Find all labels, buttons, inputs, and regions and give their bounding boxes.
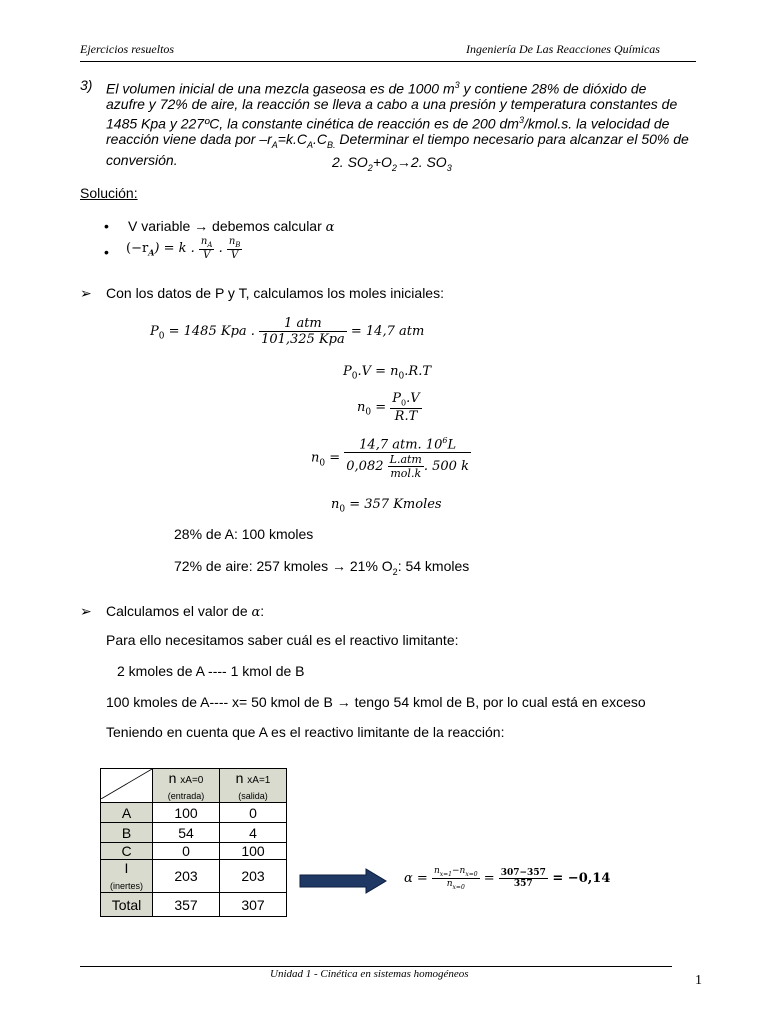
equation-n0-numeric: $n_0$ = 14,7 atm. $10^6L$ 0,082 $\frac{\text{L.atm}}{\text{mol.k}}$ . 500 k [311,436,469,481]
bullet-1-dot: • [104,218,109,234]
header-entrada: n xA=0 (entrada) [153,769,220,803]
row-label: A [101,803,153,823]
cell-out: 307 [220,893,287,917]
equation-n0-result: $n_0 = 357$ Kmoles [331,497,442,515]
section-moles: Con los datos de P y T, calculamos los moles iniciales: [106,285,444,301]
footer-text: Unidad 1 - Cinética en sistemas homogéneos [270,968,469,980]
arrow-bullet-2: ➢ [80,603,92,619]
mole-balance-table [100,768,287,917]
cell-in: 100 [153,803,220,823]
diagonal-line [101,769,152,799]
table-corner [101,769,153,803]
cell-out: 0 [220,803,287,823]
page-number: 1 [695,973,702,988]
stoich-ratio-2: 100 kmoles de A---- x= 50 kmol de B → tengo 54 kmol de B, por lo cual está en exceso [106,694,646,710]
header-left: Ejercicios resueltos [80,42,175,56]
right-arrow-icon [298,868,388,894]
equation-n0: $n_0$ = $\frac{P_0.V}{R.T}$ [357,391,420,424]
header-right: Ingeniería De Las Reacciones Químicas [466,42,660,56]
table-row [101,893,287,917]
limiting-intro: Para ello necesitamos saber cuál es el reactivo limitante: [106,632,459,648]
row-label: Total [101,893,153,917]
table-row [101,803,287,823]
line-A-moles: 28% de A: 100 kmoles [174,526,314,542]
problem-statement: El volumen inicial de una mezcla gaseosa es de 1000 $m^3$ y contiene 28% de dióxido de azufre y 72% de aire, la reacción se lleva a cabo a una presión y temperatura constantes de 1485 Kpa y 227ºC, la constante cinética de reacción es de 200 $dm^3/kmol.s$. la velocidad de reacción viene dada por $-r_A=k.C_A.C_{B.}$ Determinar el tiempo necesario para alcanzar el 50% de conversión. [106,80,689,169]
arrow-bullet-1: ➢ [80,285,92,301]
stoich-ratio: 2 kmoles de A ---- 1 kmol de B [117,663,305,679]
row-label: I (inertes) [101,860,153,893]
header-salida: n xA=1 (salida) [220,769,287,803]
section-alpha: Calculamos el valor de α: [106,603,265,620]
cell-out: 100 [220,843,287,860]
cell-out: 203 [220,860,287,893]
cell-in: 357 [153,893,220,917]
cell-in: 203 [153,860,220,893]
equation-ideal-gas: $P_0.V = n_0.R.T$ [343,364,432,382]
cell-in: 54 [153,823,220,843]
solution-title: Solución: [80,185,138,201]
alpha-equation: α = $\frac{n_{x=1}-n_{x=0}}{n_{x=0}}$ = $\frac{307-357}{357}$ = −0,14 [404,866,611,891]
header-rule [80,61,696,62]
row-label: C [101,843,153,860]
reaction-equation: 2. $SO_2+O_2\to 2$. $SO_3$ [332,154,452,173]
cell-out: 4 [220,823,287,843]
bullet-1: V variable → debemos calcular α [128,218,335,235]
problem-number: 3) [80,77,93,93]
table-row [101,860,287,893]
bullet-2-rate-law: $(-r_A) = k$ . $\frac{n_A}{V}$ . $\frac{n_B}{V}$ [126,236,241,261]
cell-in: 0 [153,843,220,860]
table-row [101,823,287,843]
row-label: B [101,823,153,843]
limiting-statement: Teniendo en cuenta que A es el reactivo limitante de la reacción: [106,724,505,740]
line-aire-moles: 72% de aire: 257 kmoles → 21% $O_2$: 54 kmoles [174,558,470,577]
footer-rule [80,966,672,967]
bullet-2-dot: • [104,244,109,260]
equation-pressure: $P_0 = 1485$ Kpa . $\frac{\text{1 atm}}{\text{101,325 Kpa}}$ = 14,7 atm [150,316,425,347]
table-row [101,843,287,860]
